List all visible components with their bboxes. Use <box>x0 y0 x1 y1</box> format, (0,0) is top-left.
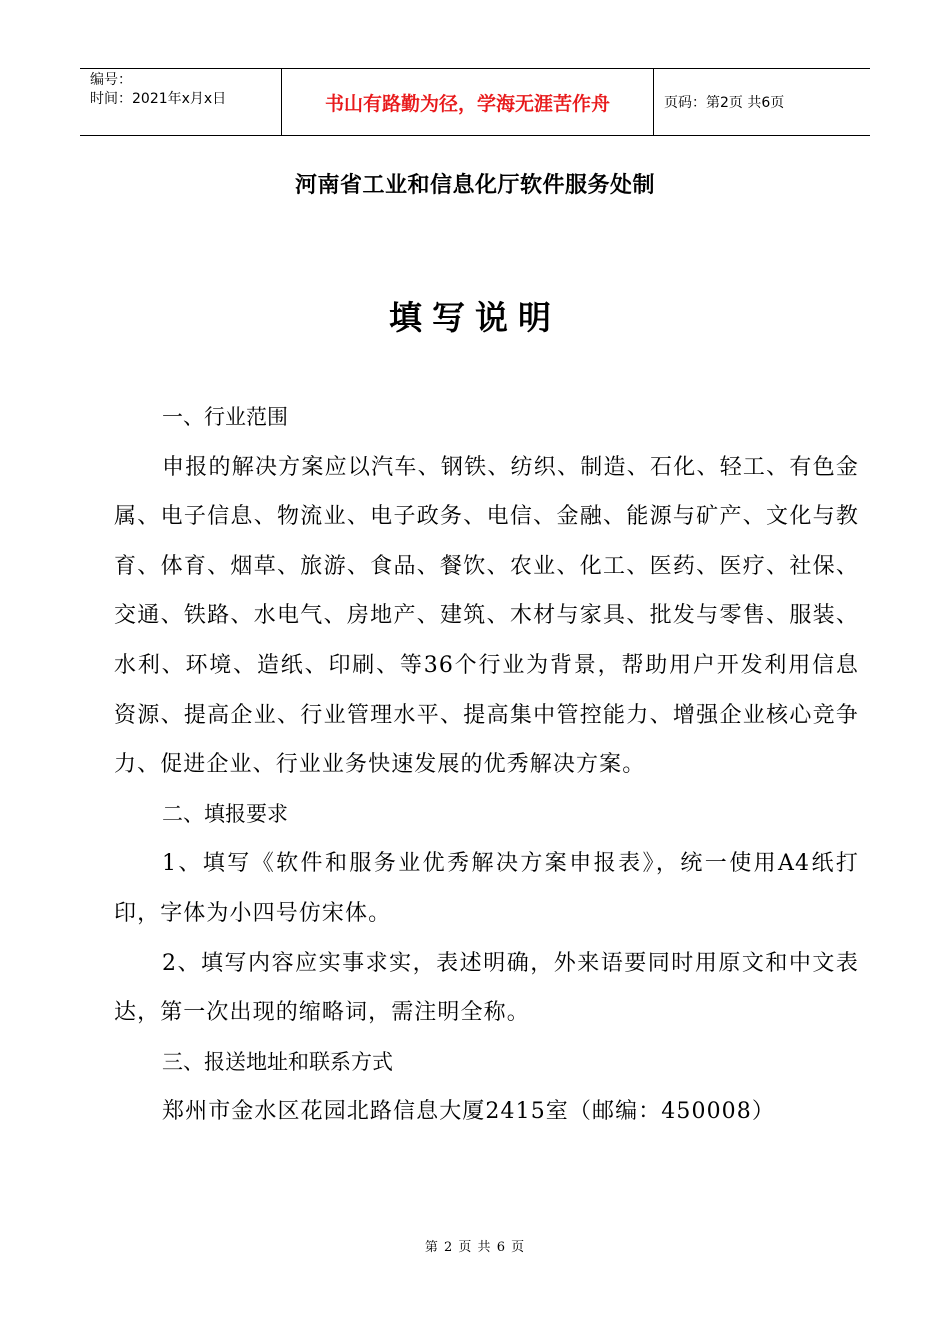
section-heading: 一、行业范围 <box>162 405 288 429</box>
header-motto: 书山有路勤为径，学海无涯苦作舟 <box>282 69 654 135</box>
document-body <box>114 393 859 1137</box>
document-header <box>80 68 870 136</box>
header-page-info: 页码：第2页 共6页 <box>664 95 785 111</box>
section-paragraph: 2、填写内容应实事求实，表述明确，外来语要同时用原文和中文表达，第一次出现的缩略词，需注明全称。 <box>114 950 859 1026</box>
org-title: 河南省工业和信息化厅软件服务处制 <box>294 173 655 198</box>
section-paragraph: 郑州市金水区花园北路信息大厦2415室（邮编：450008） <box>162 1099 775 1125</box>
section-paragraph: 申报的解决方案应以汽车、钢铁、纺织、制造、石化、轻工、有色金属、电子信息、物流业、电子政务、电信、金融、能源与矿产、文化与教育、体育、烟草、旅游、食品、餐饮、农业、化工、医药、医疗、社保、交通、铁路、水电气、房地产、建筑、木材与家具、批发与零售、服装、水利、环境、造纸、印刷、等36个行业为背景，帮助用户开发利用信息资源、提高企业、行业管理水平、提高集中管控能力、增强企业核心竞争力、促进企业、行业业务快速发展的优秀解决方案。 <box>114 454 859 778</box>
section-paragraph: 1、填写《软件和服务业优秀解决方案申报表》，统一使用A4纸打印，字体为小四号仿宋体。 <box>114 851 859 926</box>
header-meta <box>80 69 282 135</box>
number-label: 编号： <box>90 72 132 88</box>
page-footer: 第 2 页 共 6 页 <box>424 1240 526 1255</box>
time-label: 时间：2021年x月x日 <box>90 91 227 107</box>
section-heading: 二、填报要求 <box>162 801 288 826</box>
doc-title: 填写说明 <box>389 298 561 337</box>
section-heading: 三、报送地址和联系方式 <box>162 1049 393 1074</box>
